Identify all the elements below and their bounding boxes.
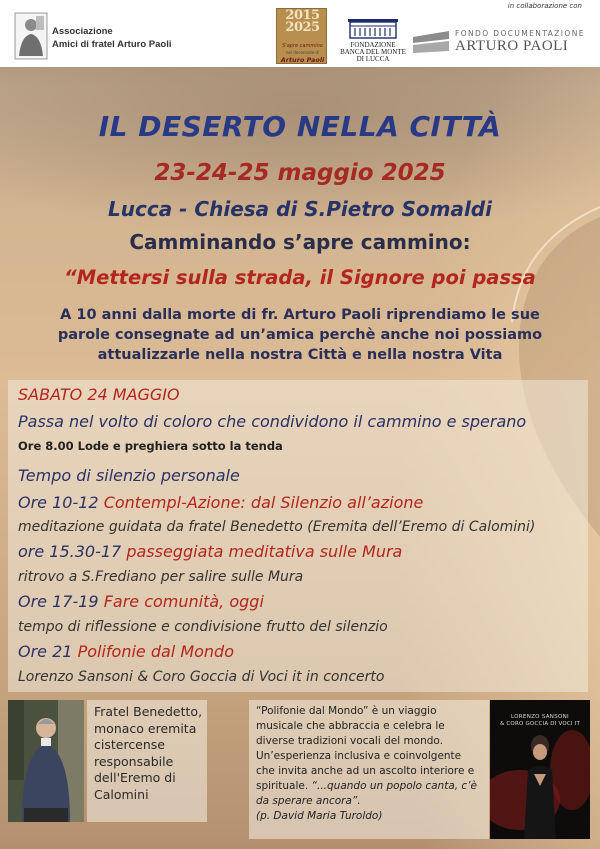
event-place: Lucca - Chiesa di S.Pietro Somaldi bbox=[108, 197, 492, 221]
polifonie-line bbox=[256, 794, 488, 809]
polifonie-line: “Polifonie dal Mondo” è un viaggio bbox=[256, 705, 437, 717]
program-theme: Passa nel volto di coloro che condividono il cammino e sperano bbox=[18, 412, 527, 431]
benedetto-caption bbox=[94, 704, 206, 803]
benedetto-line: Fratel Benedetto, bbox=[94, 704, 203, 719]
intro-line: attualizzarle nella nostra Città e nella nostra Vita bbox=[97, 347, 503, 363]
program-morning: Ore 8.00 Lode e preghiera sotto la tenda bbox=[18, 439, 283, 453]
benedetto-line: responsabile bbox=[94, 753, 174, 769]
benedetto-line: dell'Eremo di bbox=[94, 770, 176, 785]
fondazione-line3: DI LUCCA bbox=[356, 55, 390, 63]
benedetto-line: monaco eremita bbox=[94, 720, 197, 736]
polifonie-line: che invita anche ad un ascolto interiore e bbox=[256, 765, 475, 777]
monk-figure-icon bbox=[8, 700, 84, 822]
arturo-paoli-portrait-logo bbox=[14, 12, 48, 60]
fondazione-line2: BANCA DEL MONTE bbox=[340, 48, 406, 56]
program-item-time: Ore 10-12 bbox=[18, 493, 99, 512]
fondo-line1: FONDO DOCUMENTAZIONE bbox=[455, 29, 585, 38]
program-item-time-title bbox=[18, 542, 402, 561]
benedetto-caption-box bbox=[87, 700, 207, 822]
event-quote: “Mettersi sulla strada, il Signore poi passa bbox=[64, 266, 536, 289]
anniversary-years: 2015 2025 bbox=[285, 8, 320, 35]
cover-line2: & CORO GOCCIA DI VOCI IT bbox=[499, 721, 581, 727]
program-item-title: Polifonie dal Mondo bbox=[77, 642, 234, 661]
header-bar bbox=[0, 0, 600, 67]
polifonie-line bbox=[256, 779, 488, 794]
fondazione-logo bbox=[337, 18, 409, 62]
fondo-logo-icon bbox=[413, 31, 449, 53]
intro-line: A 10 anni dalla morte di fr. Arturo Paoli riprendiamo le sue bbox=[60, 307, 540, 323]
program-item-time-title bbox=[18, 592, 264, 611]
intro-line: parole consegnate ad un’amica perchè anche noi possiamo bbox=[57, 327, 543, 343]
polifonie-line: diverse tradizioni vocali del mondo. bbox=[256, 735, 444, 747]
association-line2: Amici di fratel Arturo Paoli bbox=[52, 39, 172, 50]
fratel-benedetto-photo bbox=[8, 700, 84, 822]
fondo-documentazione-logo bbox=[413, 29, 588, 55]
polifonie-description bbox=[256, 704, 488, 824]
program-silence: Tempo di silenzio personale bbox=[18, 466, 240, 485]
anniversary-line2: nel decennale di bbox=[285, 50, 320, 55]
polifonie-line: Un’esperienza inclusiva e coinvolgente bbox=[256, 750, 462, 762]
palazzo-icon bbox=[348, 18, 398, 40]
association-name bbox=[52, 25, 171, 51]
program-item-desc: tempo di riflessione e condivisione frutto del silenzio bbox=[18, 619, 388, 635]
singer-figure-icon bbox=[490, 730, 590, 839]
polifonie-description-box bbox=[249, 700, 489, 839]
program-item-time-title bbox=[18, 493, 423, 512]
program-item-desc: meditazione guidata da fratel Benedetto (Eremita dell’Eremo di Calomini) bbox=[18, 519, 536, 535]
event-subtitle: Camminando s’apre cammino: bbox=[129, 230, 471, 254]
program-day: SABATO 24 MAGGIO bbox=[18, 385, 180, 404]
benedetto-line: cistercense bbox=[94, 737, 166, 752]
program-item-title: passeggiata meditativa sulle Mura bbox=[126, 542, 403, 561]
program-item-desc: ritrovo a S.Frediano per salire sulle Mura bbox=[18, 569, 304, 585]
polifonie-line bbox=[256, 809, 488, 824]
program-item-title: Fare comunità, oggi bbox=[103, 592, 264, 611]
turoldo-author: (p. David Maria Turoldo) bbox=[256, 810, 383, 822]
fondazione-line1: FONDAZIONE bbox=[350, 41, 396, 49]
association-line1: Associazione bbox=[52, 26, 113, 37]
anniversary-line1: S'apre cammino bbox=[282, 43, 323, 49]
polifonie-line-start: spirituale. bbox=[256, 780, 312, 792]
turoldo-quote: “...quando un popolo canta, c’è bbox=[311, 780, 477, 792]
program-item-desc: Lorenzo Sansoni & Coro Goccia di Voci it in concerto bbox=[18, 669, 385, 685]
anniversary-line3: Arturo Paoli bbox=[280, 56, 325, 64]
program-item-title: Contempl-Azione: dal Silenzio all’azione bbox=[103, 493, 424, 512]
anniversary-logo bbox=[276, 8, 327, 64]
fondazione-text bbox=[337, 42, 409, 63]
album-cover-image bbox=[490, 700, 590, 839]
benedetto-line: Calomini bbox=[94, 786, 149, 802]
program-panel bbox=[8, 380, 588, 692]
program-item-time: Ore 17-19 bbox=[18, 592, 99, 611]
program-item-time: Ore 21 bbox=[18, 642, 73, 661]
fondo-line2: ARTURO PAOLI bbox=[455, 38, 569, 54]
polifonie-line: musicale che abbraccia e celebra le bbox=[256, 720, 445, 732]
turoldo-quote-end: da sperare ancora”. bbox=[256, 795, 361, 807]
program-item-time: ore 15.30-17 bbox=[18, 542, 122, 561]
collab-note: in collaborazione con bbox=[507, 2, 582, 10]
event-dates: 23-24-25 maggio 2025 bbox=[154, 160, 446, 186]
cover-line1: LORENZO SANSONI bbox=[511, 714, 569, 720]
program-item-time-title bbox=[18, 642, 234, 661]
intro-paragraph bbox=[0, 305, 600, 365]
event-title: IL DESERTO NELLA CITTÀ bbox=[98, 110, 502, 143]
